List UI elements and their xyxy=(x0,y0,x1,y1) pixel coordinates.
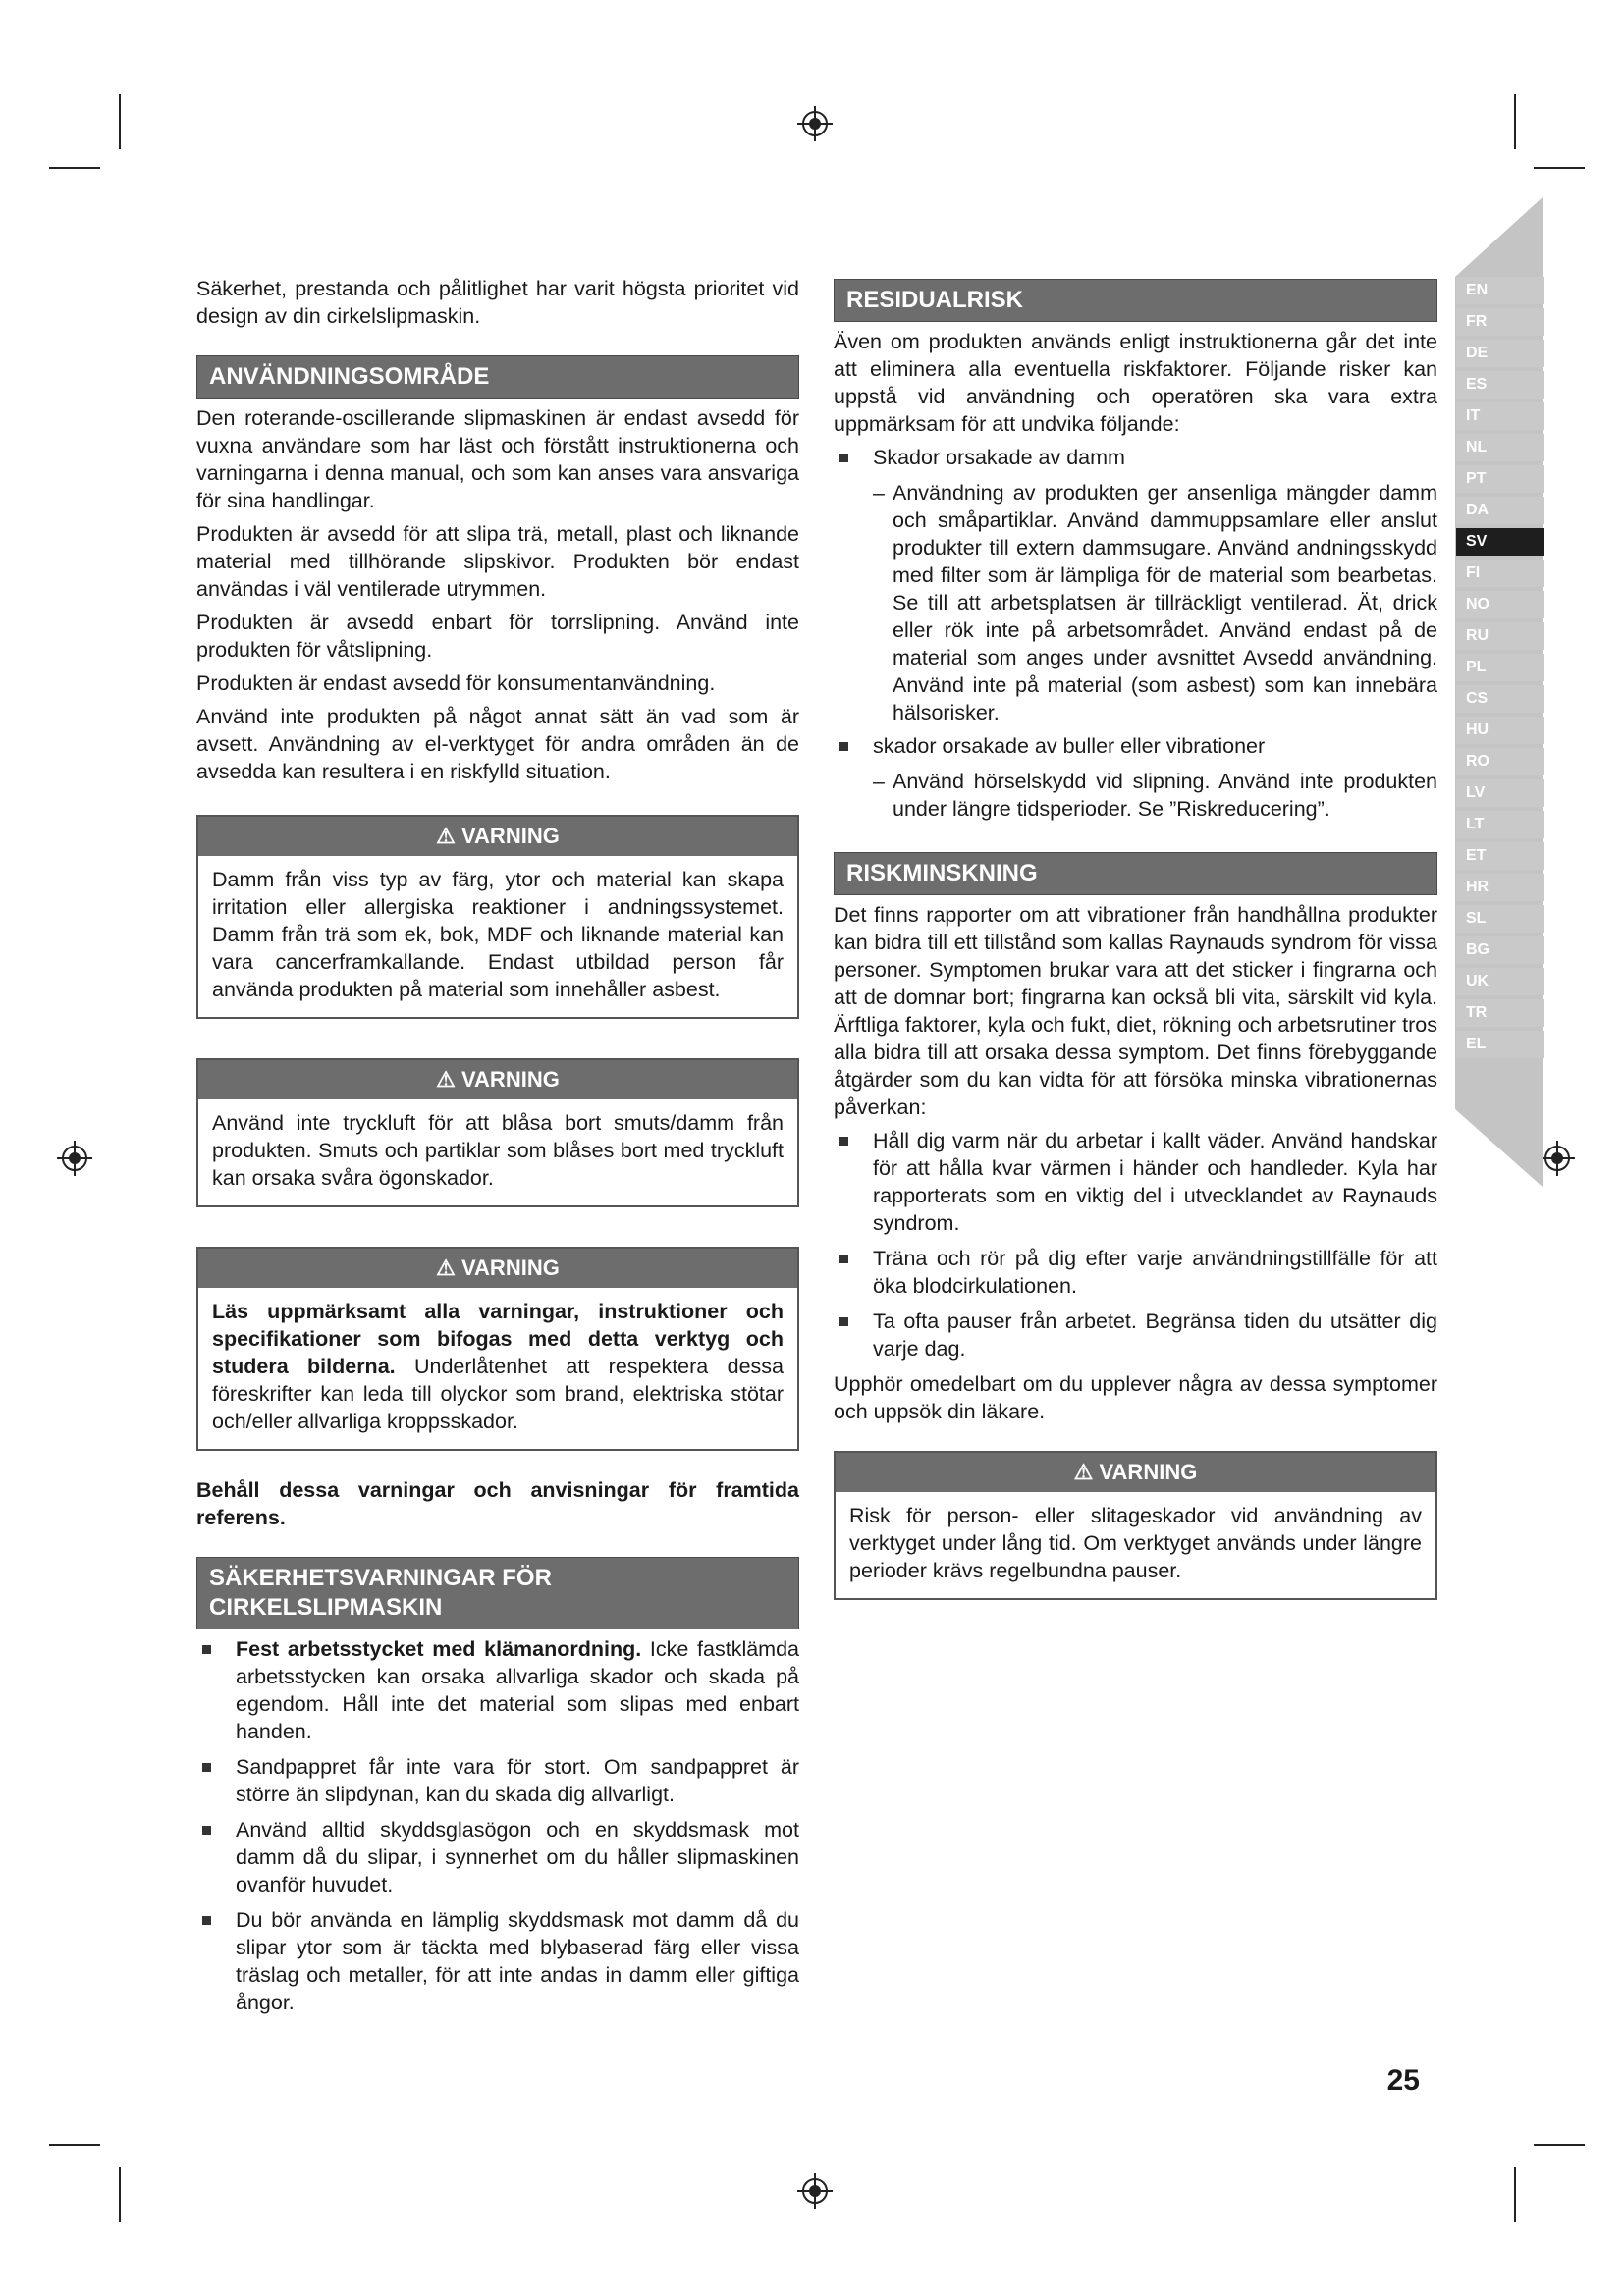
crop-mark xyxy=(1534,2144,1585,2146)
registration-mark-icon xyxy=(1540,1141,1575,1176)
list-item-text: Icke fastklämda arbetsstycken kan orsaka allvarliga skador och skada på egendom. Håll inte det material som slipas med enbart handen. xyxy=(236,1637,800,1743)
list-item: Träna och rör på dig efter varje användningstillfälle för att öka blodcirkulationen. xyxy=(834,1245,1437,1300)
crop-mark xyxy=(1514,2167,1516,2222)
list-subitem-text: Använd hörselskydd vid slipning. Använd inte produkten under längre tidsperioder. Se ”Riskreducering”. xyxy=(893,770,1437,821)
dash-icon: – xyxy=(873,481,885,505)
warning-label: VARNING xyxy=(461,1255,560,1280)
safety-list xyxy=(196,1635,799,2016)
right-column xyxy=(834,279,1437,1606)
language-tab-sl[interactable]: SL xyxy=(1456,905,1544,933)
language-tab-en[interactable]: EN xyxy=(1456,277,1544,304)
language-tab-hr[interactable]: HR xyxy=(1456,874,1544,901)
language-tab-es[interactable]: ES xyxy=(1456,371,1544,399)
list-subitem xyxy=(834,768,1437,823)
registration-mark-icon xyxy=(57,1141,92,1176)
residual-list xyxy=(834,732,1437,760)
crop-mark xyxy=(119,94,121,149)
reduction-heading: RISKMINSKNING xyxy=(834,852,1437,895)
intro-text: Säkerhet, prestanda och pålitlighet har varit högsta prioritet vid design av din cirkelslipmaskin. xyxy=(196,277,799,328)
crop-mark xyxy=(1534,167,1585,169)
language-tab-bg[interactable]: BG xyxy=(1456,936,1544,964)
language-tab-pl[interactable]: PL xyxy=(1456,654,1544,681)
list-subitem xyxy=(834,479,1437,726)
list-item: Håll dig varm när du arbetar i kallt väder. Använd handskar för att hålla kvar värmen i händer och handleder. Kyla har rapporterats som en viktig del i utvecklandet av Raynauds syndrom. xyxy=(834,1127,1437,1237)
warning-box xyxy=(834,1451,1437,1600)
list-item: skador orsakade av buller eller vibrationer xyxy=(834,732,1437,760)
crop-mark xyxy=(49,167,100,169)
language-tab-tr[interactable]: TR xyxy=(1456,999,1544,1027)
language-tab-el[interactable]: EL xyxy=(1456,1031,1544,1058)
warning-text: Använd inte tryckluft för att blåsa bort smuts/damm från produkten. Smuts och partiklar som blåses bort med tryckluft kan orsaka svåra ögonskador. xyxy=(212,1111,784,1190)
usage-paragraph: Produkten är avsedd enbart för torrslipning. Använd inte produkten för våtslipning. xyxy=(196,611,799,662)
warning-text-rest: Underlåtenhet att respektera dessa föreskrifter kan leda till olyckor som brand, elektriska stötar och/eller allvarliga kroppsskador. xyxy=(212,1355,784,1433)
warning-box xyxy=(196,1058,799,1207)
language-tab-de[interactable]: DE xyxy=(1456,340,1544,367)
warning-text: Risk för person- eller slitageskador vid användning av verktyget under lång tid. Om verktyget används under längre perioder krävs regelbundna pauser. xyxy=(849,1504,1422,1582)
usage-heading: ANVÄNDNINGSOMRÅDE xyxy=(196,355,799,399)
warning-label: VARNING xyxy=(461,1067,560,1092)
language-tabs xyxy=(1456,277,1544,1062)
warning-text-bold: Läs uppmärksamt alla varningar, instruktioner och specifikationer som bifogas med detta verktyg och studera bilderna. xyxy=(212,1300,784,1378)
keep-note: Behåll dessa varningar och anvisningar för framtida referens. xyxy=(196,1478,799,1529)
language-tab-pt[interactable]: PT xyxy=(1456,465,1544,493)
warning-box xyxy=(196,815,799,1019)
page-number: 25 xyxy=(1386,2064,1420,2097)
warning-text xyxy=(212,1298,784,1435)
registration-mark-icon xyxy=(797,2173,833,2209)
warning-triangle-icon: ⚠ xyxy=(436,824,461,848)
residual-heading: RESIDUALRISK xyxy=(834,279,1437,322)
list-item-bold: Fest arbetsstycket med klämanordning. xyxy=(236,1637,642,1661)
language-tab-hu[interactable]: HU xyxy=(1456,717,1544,744)
list-item: Ta ofta pauser från arbetet. Begränsa tiden du utsätter dig varje dag. xyxy=(834,1308,1437,1362)
language-tab-it[interactable]: IT xyxy=(1456,402,1544,430)
language-tab-cs[interactable]: CS xyxy=(1456,685,1544,713)
usage-paragraph: Produkten är endast avsedd för konsumentanvändning. xyxy=(196,671,716,695)
usage-paragraph: Produkten är avsedd för att slipa trä, metall, plast och liknande material med tillhörande slipskivor. Produkten bör endast användas i väl ventilerade utrymmen. xyxy=(196,522,799,601)
list-item: Du bör använda en lämplig skyddsmask mot damm då du slipar ytor som är täckta med blybaserad färg eller vissa träslag och metaller, för att inte andas in damm eller giftiga ångor. xyxy=(196,1906,799,2016)
language-tab-et[interactable]: ET xyxy=(1456,842,1544,870)
language-tab-lt[interactable]: LT xyxy=(1456,811,1544,838)
warning-header xyxy=(198,1249,797,1288)
language-tab-da[interactable]: DA xyxy=(1456,497,1544,524)
language-tab-ro[interactable]: RO xyxy=(1456,748,1544,775)
warning-triangle-icon: ⚠ xyxy=(1073,1460,1100,1484)
crop-mark xyxy=(1514,94,1516,149)
language-tab-fr[interactable]: FR xyxy=(1456,308,1544,336)
registration-mark-icon xyxy=(797,106,833,141)
language-tab-ru[interactable]: RU xyxy=(1456,622,1544,650)
left-column xyxy=(196,275,799,2024)
reduction-list xyxy=(834,1127,1437,1362)
warning-triangle-icon: ⚠ xyxy=(436,1255,461,1280)
language-tab-nl[interactable]: NL xyxy=(1456,434,1544,461)
warning-header xyxy=(198,1060,797,1099)
reduction-intro: Det finns rapporter om att vibrationer från handhållna produkter kan bidra till ett tillstånd som kallas Raynauds syndrom för vissa personer. Symptomen brukar vara att det sticker i fingrarna och att de domnar bort; fingrarna kan också bli vita, särskilt vid kyla. Ärftliga faktorer, kyla och fukt, diet, rökning och arbetsrutiner tros alla bidra till att orsaka dessa symptom. Det finns förebyggande åtgärder som du kan vidta för att försöka minska vibrationernas påverkan: xyxy=(834,903,1437,1119)
dash-icon: – xyxy=(873,770,885,793)
crop-mark xyxy=(119,2167,121,2222)
crop-mark xyxy=(49,2144,100,2146)
warning-header xyxy=(836,1453,1435,1492)
residual-intro: Även om produkten används enligt instruktionerna går det inte att eliminera alla eventuella riskfaktorer. Följande risker kan uppstå vid användning och operatören ska vara extra uppmärksam för att undvika följande: xyxy=(834,330,1437,436)
language-tab-no[interactable]: NO xyxy=(1456,591,1544,618)
warning-label: VARNING xyxy=(1099,1460,1198,1484)
language-tab-fi[interactable]: FI xyxy=(1456,560,1544,587)
list-item xyxy=(196,1635,799,1745)
usage-paragraph: Den roterande-oscillerande slipmaskinen är endast avsedd för vuxna användare som har läst och förstått instruktionerna och varningarna i denna manual, och som kan anses vara ansvariga för sina handlingar. xyxy=(196,406,799,512)
usage-paragraph: Använd inte produkten på något annat sätt än vad som är avsett. Användning av el-verktyget för andra områden än de avsedda kan resultera i en riskfylld situation. xyxy=(196,705,799,783)
safety-heading: SÄKERHETSVARNINGAR FÖR CIRKELSLIPMASKIN xyxy=(196,1557,799,1629)
list-item: Använd alltid skyddsglasögon och en skyddsmask mot damm då du slipar, i synnerhet om du håller slipmaskinen ovanför huvudet. xyxy=(196,1816,799,1898)
warning-box xyxy=(196,1247,799,1451)
language-tab-lv[interactable]: LV xyxy=(1456,779,1544,807)
list-subitem-text: Användning av produkten ger ansenliga mängder damm och småpartiklar. Använd dammuppsamlare eller anslut produkter till extern dammsugare. Använd andningsskydd med filter som är lämpliga för de material som bearbetas. Se till att arbetsplatsen är tillräckligt ventilerad. Ät, drick eller rök inte på arbetsområdet. Använd endast på de material som anges under avsnittet Avsedd användning. Använd inte på material (som asbest) som kan innebära hälsorisker. xyxy=(893,481,1437,724)
reduction-outro: Upphör omedelbart om du upplever några av dessa symptomer och uppsök din läkare. xyxy=(834,1372,1437,1423)
language-tab-sv[interactable]: SV xyxy=(1456,528,1544,556)
warning-label: VARNING xyxy=(461,824,560,848)
warning-header xyxy=(198,817,797,856)
warning-triangle-icon: ⚠ xyxy=(436,1067,461,1092)
warning-text: Damm från viss typ av färg, ytor och material kan skapa irritation eller allergiska reaktioner i andningssystemet. Damm från trä som ek, bok, MDF och liknande material kan vara cancerframkallande. Endast utbildad person får använda produkten på material som innehåller asbest. xyxy=(212,868,784,1001)
language-tab-uk[interactable]: UK xyxy=(1456,968,1544,995)
list-item: Sandpappret får inte vara för stort. Om sandpappret är större än slipdynan, kan du skada dig allvarligt. xyxy=(196,1753,799,1808)
list-item: Skador orsakade av damm xyxy=(834,444,1437,471)
residual-list xyxy=(834,444,1437,471)
